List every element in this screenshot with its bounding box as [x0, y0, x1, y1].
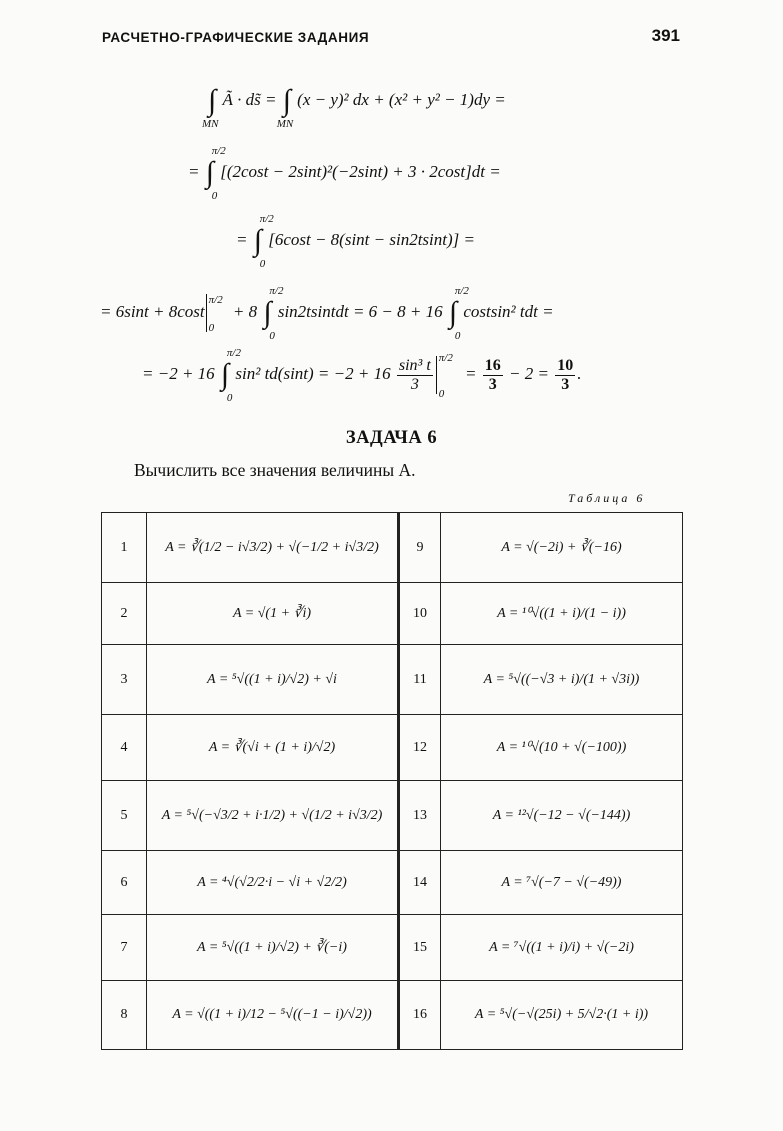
integrand-expression: (x − y)² dx + (x² + y² − 1)dy = [297, 89, 506, 109]
variant-formula: A = ¹⁰√(10 + √(−100)) [441, 715, 683, 781]
derivation-line-5: = −2 + 16 ∫ π/2 0 sin² td(sint) = −2 + 16 $\frac{\text{sin³ t}}{3}$ π/2 0 = $\frac{16}{3}$ − 2 = $\frac{10}{3}$ . [142, 347, 582, 404]
variant-number: 8 [102, 981, 147, 1050]
integrand-expression: [6cost − 8(sint − sin2tsint)] = [268, 229, 475, 249]
variant-formula: A = ⁵√((1 + i)/√2) + ∛(−i) [147, 915, 399, 981]
definite-integral-sign: ∫ π/2 0 [448, 285, 469, 342]
integrand-vector: Ã · ds̃ = [222, 89, 277, 109]
variant-number: 9 [399, 513, 441, 583]
variant-formula: A = ∛(√i + (1 + i)/√2) [147, 715, 399, 781]
derivation-line-4: = 6sint + 8cost π/2 0 + 8 ∫ π/2 0 sin2tsintdt = 6 − 8 + 16 ∫ π/2 0 costsin² tdt = [100, 285, 554, 342]
variant-number: 3 [102, 645, 147, 715]
variant-formula: A = ⁷√(−7 − √(−49)) [441, 851, 683, 915]
definite-integral-sign: ∫ π/2 0 [220, 347, 241, 404]
derivation-line-3: = ∫ π/2 0 [6cost − 8(sint − sin2tsint)] = [236, 213, 475, 270]
table-row [102, 981, 683, 1050]
variant-formula: A = ⁷√((1 + i)/i) + √(−2i) [441, 915, 683, 981]
table-caption: Таблица 6 [568, 491, 646, 505]
variant-number: 11 [399, 645, 441, 715]
integrand-expression: [(2cost − 2sint)²(−2sint) + 3 · 2cost]dt = [220, 161, 501, 181]
variant-number: 10 [399, 583, 441, 645]
table-row [102, 781, 683, 851]
variant-number: 14 [399, 851, 441, 915]
table-row [102, 513, 683, 583]
variant-formula: A = √(−2i) + ∛(−16) [441, 513, 683, 583]
variant-number: 2 [102, 583, 147, 645]
variant-formula: A = √(1 + ∛i) [147, 583, 399, 645]
variant-formula: A = ⁵√((1 + i)/√2) + √i [147, 645, 399, 715]
variant-number: 1 [102, 513, 147, 583]
variant-number: 12 [399, 715, 441, 781]
running-head: РАСЧЕТНО-ГРАФИЧЕСКИЕ ЗАДАНИЯ [102, 30, 370, 45]
table-row [102, 645, 683, 715]
variant-number: 16 [399, 981, 441, 1050]
derivation-line-2: = ∫ π/2 0 [(2cost − 2sint)²(−2sint) + 3 · 2cost]dt = [188, 145, 501, 202]
variant-formula: A = ⁵√((−√3 + i)/(1 + √3i)) [441, 645, 683, 715]
variant-formula: A = ⁵√(−√3/2 + i·1/2) + √(1/2 + i√3/2) [147, 781, 399, 851]
variant-formula: A = ⁵√(−√(25i) + 5/√2·(1 + i)) [441, 981, 683, 1050]
variant-formula: A = ⁴√(√2/2·i − √i + √2/2) [147, 851, 399, 915]
table-row [102, 715, 683, 781]
task-statement: Вычислить все значения величины A. [134, 460, 416, 480]
table-row [102, 583, 683, 645]
definite-integral-sign: ∫ π/2 0 [205, 145, 226, 202]
variant-number: 7 [102, 915, 147, 981]
definite-integral-sign: ∫ π/2 0 [253, 213, 274, 270]
variant-formula: A = ¹²√(−12 − √(−144)) [441, 781, 683, 851]
variant-formula: A = ¹⁰√((1 + i)/(1 − i)) [441, 583, 683, 645]
integral-sign: ∫ MN [202, 84, 219, 130]
variant-formula: A = √((1 + i)/12 − ⁵√((−1 − i)/√2)) [147, 981, 399, 1050]
fraction: $\frac{\text{sin³ t}}{3}$ [398, 356, 431, 393]
variant-number: 15 [399, 915, 441, 981]
integral-sign: ∫ MN [276, 84, 294, 130]
fraction: $\frac{16}{3}$ [484, 356, 501, 393]
formula-table [101, 512, 683, 1050]
page-header [102, 26, 680, 50]
table-row [102, 915, 683, 981]
variant-number: 13 [399, 781, 441, 851]
variant-formula: A = ∛(1/2 − i√3/2) + √(−1/2 + i√3/2) [147, 513, 399, 583]
page-number: 391 [651, 26, 680, 45]
fraction: $\frac{10}{3}$ [557, 356, 574, 393]
derivation-line-1 [202, 84, 506, 130]
variant-number: 4 [102, 715, 147, 781]
variant-number: 5 [102, 781, 147, 851]
table-row [102, 851, 683, 915]
task-title: ЗАДАЧА 6 [345, 428, 438, 448]
definite-integral-sign: ∫ π/2 0 [263, 285, 284, 342]
variant-number: 6 [102, 851, 147, 915]
